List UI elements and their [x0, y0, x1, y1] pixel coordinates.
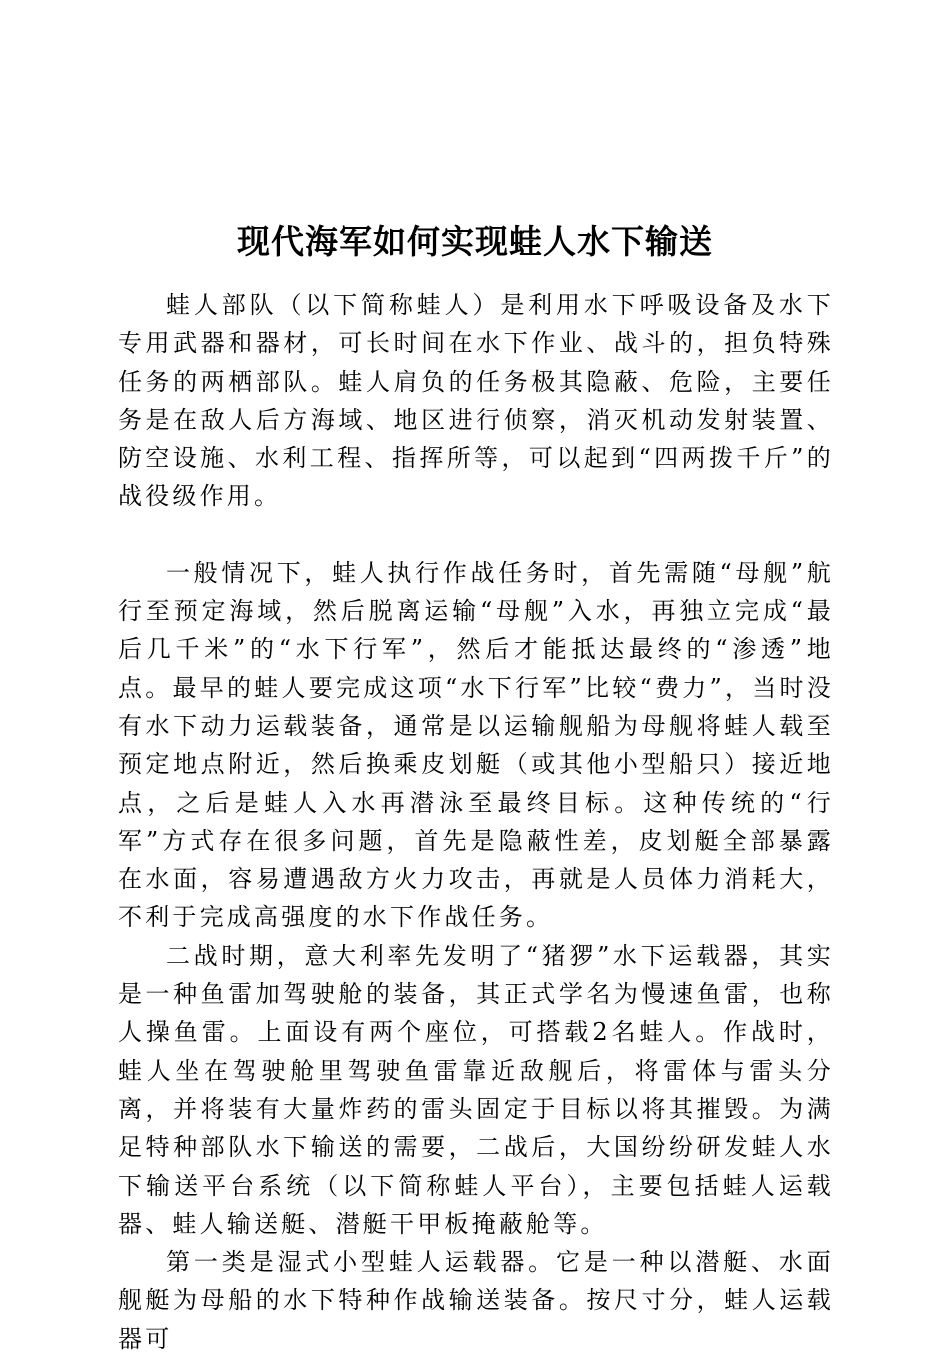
paragraph-4: 第一类是湿式小型蛙人运载器。它是一种以潜艇、水面舰艇为母船的水下特种作战输送装备。按尺寸分，蛙人运载器可: [118, 1248, 834, 1353]
paragraph-1: 蛙人部队（以下简称蛙人）是利用水下呼吸设备及水下专用武器和器材，可长时间在水下作业、战斗的，担负特殊任务的两栖部队。蛙人肩负的任务极其隐蔽、危险，主要任务是在敌人后方海域、地区进行侦察，消灭机动发射装置、防空设施、水利工程、指挥所等，可以起到“四两拨千斤”的战役级作用。: [118, 291, 834, 511]
document-title: 现代海军如何实现蛙人水下输送: [237, 222, 713, 262]
paragraph-2: 一般情况下，蛙人执行作战任务时，首先需随“母舰”航行至预定海域，然后脱离运输“母舰”入水，再独立完成“最后几千米”的“水下行军”，然后才能抵达最终的“渗透”地点。最早的蛙人要完成这项“水下行军”比较“费力”，当时没有水下动力运载装备，通常是以运输舰船为母舰将蛙人载至预定地点附近，然后换乘皮划艇（或其他小型船只）接近地点，之后是蛙人入水再潜泳至最终目标。这种传统的“行军”方式存在很多问题，首先是隐蔽性差，皮划艇全部暴露在水面，容易遭遇敌方火力攻击，再就是人员体力消耗大，不利于完成高强度的水下作战任务。: [118, 558, 834, 932]
document-body: [118, 286, 834, 1358]
paragraph-3: 二战时期，意大利率先发明了“猪猡”水下运载器，其实是一种鱼雷加驾驶舱的装备，其正式学名为慢速鱼雷，也称人操鱼雷。上面设有两个座位，可搭载2名蛙人。作战时，蛙人坐在驾驶舱里驾驶鱼雷靠近敌舰后，将雷体与雷头分离，并将装有大量炸药的雷头固定于目标以将其摧毁。为满足特种部队水下输送的需要，二战后，大国纷纷研发蛙人水下输送平台系统（以下简称蛙人平台），主要包括蛙人运载器、蛙人输送艇、潜艇干甲板掩蔽舱等。: [118, 941, 834, 1238]
